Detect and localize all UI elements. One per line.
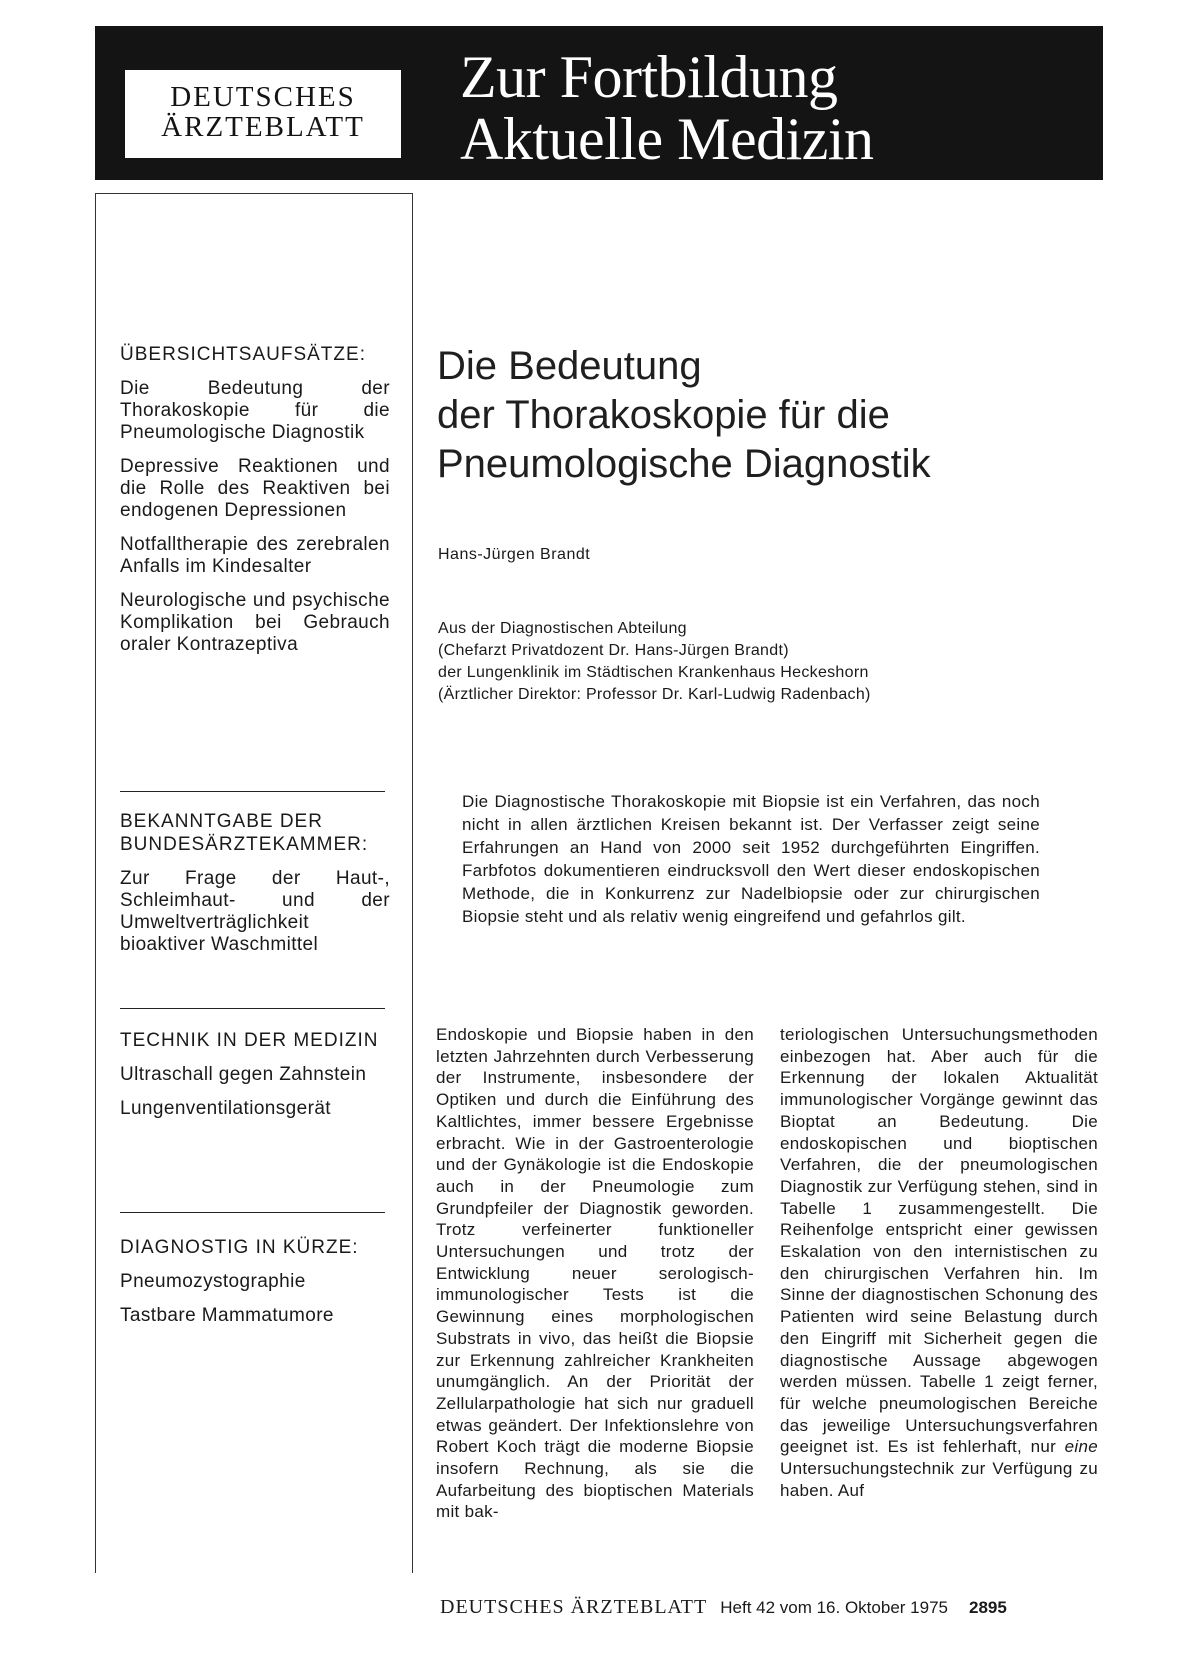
author-name: Hans-Jürgen Brandt: [438, 546, 591, 563]
sidebar-item[interactable]: Neurologische und psychische Komplikation bei Gebrauch oraler Kontrazeptiva: [120, 590, 390, 655]
body-text: teriologischen Untersuchungsmethoden einbezogen hat. Aber auch für die Erkennung der lokalen Aktualität immunologischer Vorgänge gewinnt das Bioptat an Bedeutung. Die endoskopischen und bioptischen Verfahren, die der pneumologischen Diagnostik zur Verfügung stehen, sind in Tabelle 1 zusammengestellt. Die Reihenfolge entspricht einer gewissen Eskalation von den internistischen zu den chirurgischen Verfahren hin. Im Sinne der diagnostischen Schonung des Patienten wird seine Belastung durch den Eingriff mit Sicherheit gegen die diagnostische Aussage abgewogen werden müssen. Tabelle 1 zeigt ferner, für welche pneumologischen Bereiche das jeweilige Untersuchungsverfahren geeignet ist. Es ist fehlerhaft, nur: [780, 1025, 1098, 1457]
sidebar-divider: [120, 791, 385, 792]
author-affiliation: [438, 618, 1038, 706]
sidebar-section-announcement: [120, 810, 390, 968]
sidebar-section-reviews: [120, 343, 390, 668]
sidebar-heading: ÜBERSICHTSAUFSÄTZE:: [120, 344, 366, 365]
journal-logo: [123, 68, 403, 160]
sidebar-section-diagnostics: [120, 1236, 390, 1339]
article-title: [437, 342, 1037, 489]
body-column-1: Endoskopie und Biopsie haben in den letzten Jahrzehnten durch Verbesserung der Instrumente, insbesondere der Optiken und durch die Einführung des Kaltlichtes, immer bessere Ergebnisse erbracht. Wie in der Gastroenterologie und der Gynäkologie ist die Endoskopie auch in der Pneumologie zum Grundpfeiler der Diagnostik geworden. Trotz verfeinerter funktioneller Untersuchungen und trotz der Entwicklung neuer serologisch-immunologischer Tests ist die Gewinnung eines morphologischen Substrats in vivo, das heißt die Biopsie zur Erkennung zahlreicher Krankheiten unumgänglich. An der Priorität der Zellularpathologie hat sich nur graduell etwas geändert. Der Infektionslehre von Robert Koch trägt die moderne Biopsie insofern Rechnung, als sie die Aufarbeitung des bioptischen Materials mit bak-: [436, 1025, 754, 1522]
sidebar-item[interactable]: Zur Frage der Haut-, Schleimhaut- und der Umweltverträglichkeit bioaktiver Waschmittel: [120, 868, 390, 955]
body-text: Untersuchungstechnik zur Verfügung zu haben. Auf: [780, 1459, 1098, 1500]
sidebar-item[interactable]: Ultraschall gegen Zahnstein: [120, 1064, 367, 1085]
header-banner: [95, 26, 1103, 180]
section-title: [460, 46, 874, 170]
article-abstract: Die Diagnostische Thorakoskopie mit Biopsie ist ein Verfahren, das noch nicht in allen ärztlichen Kreisen bekannt ist. Der Verfasser zeigt seine Erfahrungen an Hand von 2000 seit 1952 durchgeführten Eingriffen. Farbfotos dokumentieren eindrucksvoll den Wert dieser endoskopischen Methode, die in Konkurrenz zur Nadelbiopsie oder zur chirurgischen Biopsie steht und als relativ wenig eingreifend und gefahrlos gilt.: [462, 792, 1040, 926]
article-title-line: Die Bedeutung: [437, 344, 702, 388]
logo-line-2: ÄRZTEBLATT: [161, 111, 365, 143]
article-title-line: der Thorakoskopie für die: [437, 393, 890, 437]
affiliation-line: der Lungenklinik im Städtischen Krankenhaus Heckeshorn: [438, 664, 869, 681]
logo-line-1: DEUTSCHES: [170, 81, 356, 113]
footer-issue: Heft 42 vom 16. Oktober 1975: [720, 1598, 948, 1617]
section-title-line-1: Zur Fortbildung: [460, 44, 838, 110]
sidebar-item[interactable]: Tastbare Mammatumore: [120, 1305, 334, 1326]
sidebar-item[interactable]: Depressive Reaktionen und die Rolle des Reaktiven bei endogenen Depressionen: [120, 456, 390, 521]
affiliation-line: (Ärztlicher Direktor: Professor Dr. Karl-Ludwig Radenbach): [438, 686, 871, 703]
affiliation-line: Aus der Diagnostischen Abteilung: [438, 620, 687, 637]
sidebar-heading: BEKANNTGABE DER BUNDESÄRZTEKAMMER:: [120, 811, 369, 855]
emphasis-text: eine: [1064, 1437, 1098, 1457]
sidebar-heading: TECHNIK IN DER MEDIZIN: [120, 1030, 379, 1051]
body-column-2: [780, 1024, 1098, 1501]
article-title-line: Pneumologische Diagnostik: [437, 442, 931, 486]
page-number: 2895: [969, 1598, 1007, 1617]
section-title-line-2: Aktuelle Medizin: [460, 106, 874, 172]
sidebar-heading: DIAGNOSTIG IN KÜRZE:: [120, 1237, 359, 1258]
sidebar-item[interactable]: Lungenventilationsgerät: [120, 1098, 331, 1119]
footer-journal-name: DEUTSCHES ÄRZTEBLATT: [440, 1596, 708, 1618]
sidebar-item[interactable]: Pneumozystographie: [120, 1271, 306, 1292]
sidebar-divider: [120, 1008, 385, 1009]
sidebar-section-technology: [120, 1029, 390, 1132]
sidebar-item[interactable]: Notfalltherapie des zerebralen Anfalls im Kindesalter: [120, 534, 390, 577]
sidebar-item[interactable]: Die Bedeutung der Thorakoskopie für die Pneumologische Diagnostik: [120, 378, 390, 443]
affiliation-line: (Chefarzt Privatdozent Dr. Hans-Jürgen Brandt): [438, 642, 789, 659]
page-footer: [440, 1596, 1100, 1619]
sidebar-divider: [120, 1212, 385, 1213]
